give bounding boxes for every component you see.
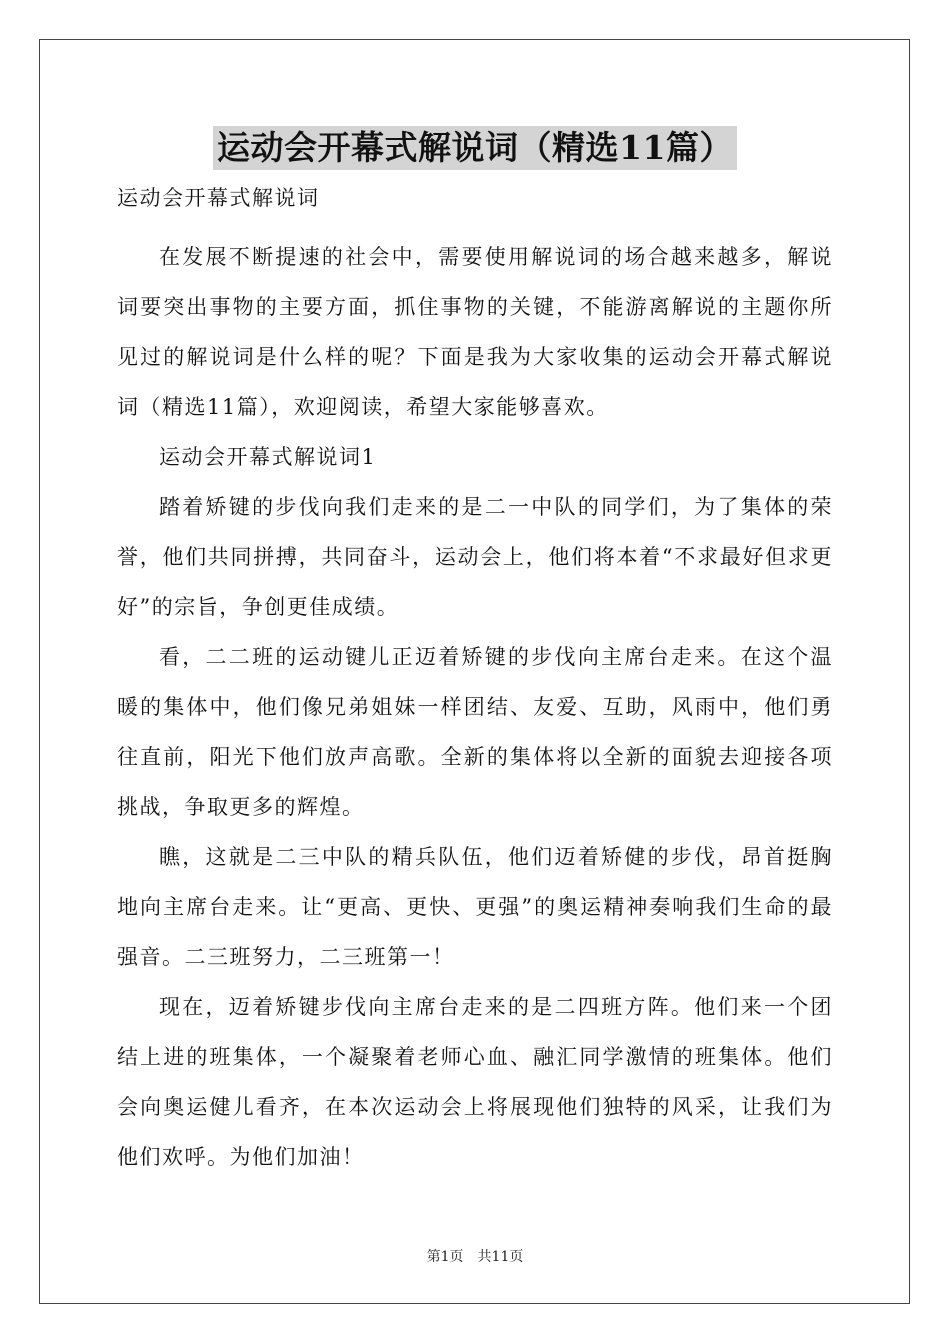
body-paragraph: 踏着矫键的步伐向我们走来的是二一中队的同学们，为了集体的荣誉，他们共同拼搏，共同奋斗，运动会上，他们将本着“不求最好但求更好”的宗旨，争创更佳成绩。 bbox=[117, 495, 833, 619]
document-subtitle: 运动会开幕式解说词 bbox=[117, 186, 320, 210]
body-paragraph: 瞧，这就是二三中队的精兵队伍，他们迈着矫健的步伐，昂首挺胸地向主席台走来。让“更高、更快、更强”的奥运精神奏响我们生命的最强音。二三班努力，二三班第一！ bbox=[117, 845, 833, 969]
document-title: 运动会开幕式解说词（精选11篇） bbox=[213, 126, 737, 170]
page-number: 第1页 bbox=[426, 1249, 464, 1265]
body-paragraph: 看，二二班的运动键儿正迈着矫键的步伐向主席台走来。在这个温暖的集体中，他们像兄弟姐妹一样团结、友爱、互助，风雨中，他们勇往直前，阳光下他们放声高歌。全新的集体将以全新的面貌去迎接各项挑战，争取更多的辉煌。 bbox=[117, 645, 833, 819]
section-heading: 运动会开幕式解说词1 bbox=[159, 445, 377, 469]
page-total: 共11页 bbox=[477, 1249, 524, 1265]
page-footer bbox=[0, 1247, 950, 1267]
title-container bbox=[0, 126, 950, 170]
body-paragraph: 现在，迈着矫键步伐向主席台走来的是二四班方阵。他们来一个团结上进的班集体，一个凝聚着老师心血、融汇同学激情的班集体。他们会向奥运健儿看齐，在本次运动会上将展现他们独特的风采，让我们为他们欢呼。为他们加油！ bbox=[117, 995, 833, 1169]
document-body bbox=[117, 232, 833, 1182]
intro-paragraph: 在发展不断提速的社会中，需要使用解说词的场合越来越多，解说词要突出事物的主要方面，抓住事物的关键，不能游离解说的主题你所见过的解说词是什么样的呢？下面是我为大家收集的运动会开幕式解说词（精选11篇），欢迎阅读，希望大家能够喜欢。 bbox=[117, 245, 833, 419]
